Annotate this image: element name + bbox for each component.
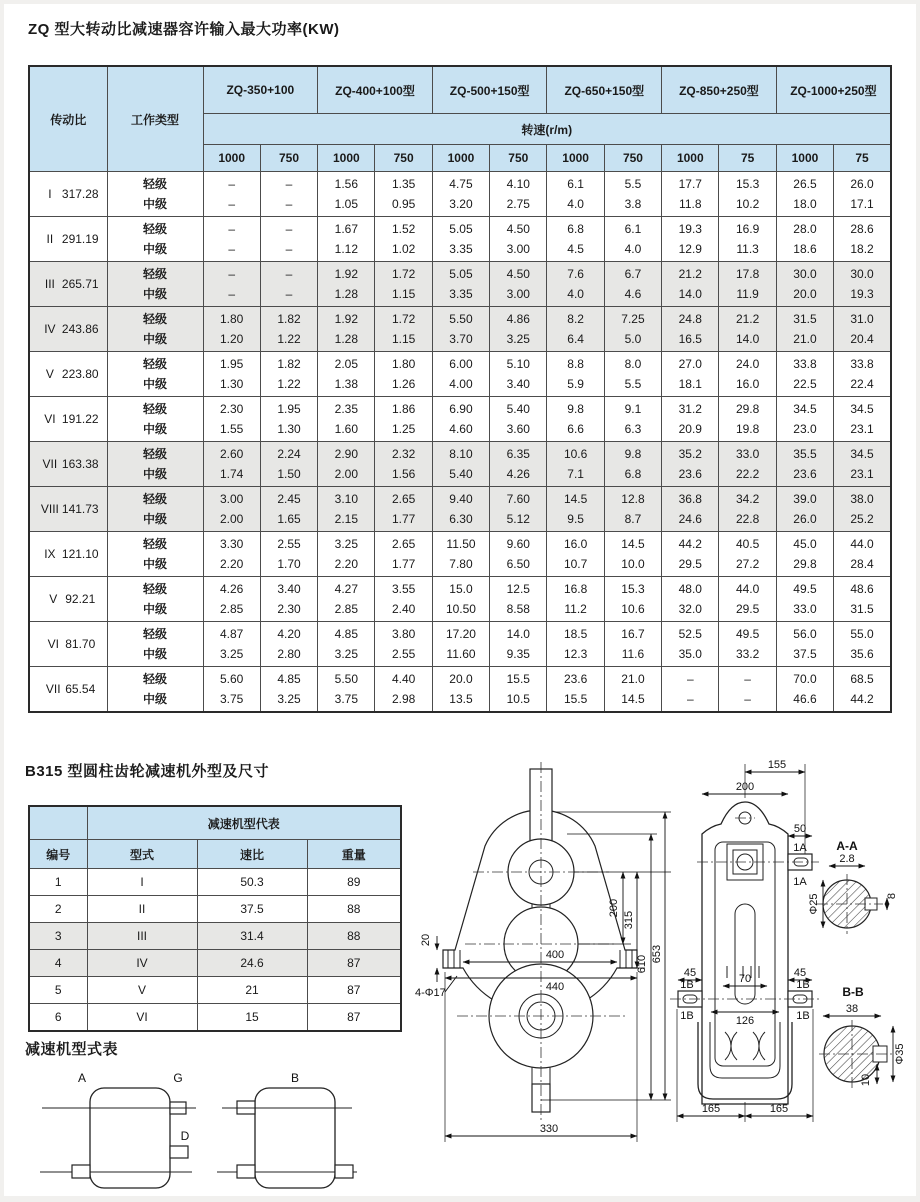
value-cell: 19.3 12.9 bbox=[662, 217, 719, 262]
value-cell: 34.5 23.0 bbox=[776, 397, 833, 442]
grade-cell: 轻级 中级 bbox=[107, 667, 203, 713]
value-cell: 2.30 1.55 bbox=[203, 397, 260, 442]
model-table-head bbox=[29, 806, 401, 869]
dim-70: 70 bbox=[738, 973, 752, 985]
grade-cell: 轻级 中级 bbox=[107, 307, 203, 352]
empty-header-cell bbox=[29, 806, 87, 840]
value-cell: 5.50 3.75 bbox=[318, 667, 375, 713]
value-cell: 28.0 18.6 bbox=[776, 217, 833, 262]
value-cell: 35.2 23.6 bbox=[662, 442, 719, 487]
value-cell: 38.0 25.2 bbox=[834, 487, 891, 532]
model-row bbox=[29, 1004, 401, 1032]
value-cell: – – bbox=[662, 667, 719, 713]
col-header-ratio: 速比 bbox=[197, 840, 307, 869]
value-cell: 1.72 1.15 bbox=[375, 307, 432, 352]
value-cell: – – bbox=[719, 667, 776, 713]
model-cell: III bbox=[87, 923, 197, 950]
value-cell: 4.75 3.20 bbox=[432, 172, 489, 217]
section-bb-title: B-B bbox=[842, 985, 864, 999]
speed-header: 1000 bbox=[432, 145, 489, 172]
catalog-page bbox=[4, 4, 916, 1196]
value-cell: – – bbox=[203, 217, 260, 262]
value-cell: 6.8 4.5 bbox=[547, 217, 604, 262]
model-cell: 31.4 bbox=[197, 923, 307, 950]
value-cell: 40.5 27.2 bbox=[719, 532, 776, 577]
value-cell: 3.40 2.30 bbox=[260, 577, 317, 622]
speed-header: 750 bbox=[375, 145, 432, 172]
value-cell: 11.50 7.80 bbox=[432, 532, 489, 577]
value-cell: 10.6 7.1 bbox=[547, 442, 604, 487]
speed-header: 750 bbox=[604, 145, 661, 172]
model-spec-table bbox=[28, 805, 402, 1032]
value-cell: 12.8 8.7 bbox=[604, 487, 661, 532]
value-cell: 4.10 2.75 bbox=[490, 172, 547, 217]
grade-cell: 轻级 中级 bbox=[107, 397, 203, 442]
power-row bbox=[29, 352, 891, 397]
power-row bbox=[29, 442, 891, 487]
model-cell: 1 bbox=[29, 869, 87, 896]
value-cell: 3.55 2.40 bbox=[375, 577, 432, 622]
value-cell: 4.50 3.00 bbox=[490, 217, 547, 262]
model-row bbox=[29, 977, 401, 1004]
dim-10: 10 bbox=[860, 1073, 872, 1087]
model-cell: 87 bbox=[307, 950, 401, 977]
model-header: ZQ-650+150型 bbox=[547, 66, 662, 114]
value-cell: 15.5 10.5 bbox=[490, 667, 547, 713]
value-cell: 15.3 10.6 bbox=[604, 577, 661, 622]
ratio-cell: III 265.71 bbox=[29, 262, 107, 307]
value-cell: 3.00 2.00 bbox=[203, 487, 260, 532]
value-cell: 26.5 18.0 bbox=[776, 172, 833, 217]
value-cell: 9.60 6.50 bbox=[490, 532, 547, 577]
model-header-group-row bbox=[29, 806, 401, 840]
model-cell: II bbox=[87, 896, 197, 923]
value-cell: 3.25 2.20 bbox=[318, 532, 375, 577]
power-table-body bbox=[29, 172, 891, 713]
model-row bbox=[29, 869, 401, 896]
value-cell: 34.5 23.1 bbox=[834, 442, 891, 487]
type-label-b: B bbox=[290, 1071, 300, 1085]
label-1a-top: 1A bbox=[793, 842, 807, 854]
value-cell: 6.1 4.0 bbox=[604, 217, 661, 262]
value-cell: 7.6 4.0 bbox=[547, 262, 604, 307]
power-row bbox=[29, 262, 891, 307]
value-cell: 4.85 3.25 bbox=[318, 622, 375, 667]
model-cell: 87 bbox=[307, 977, 401, 1004]
ratio-cell: V 92.21 bbox=[29, 577, 107, 622]
value-cell: 68.5 44.2 bbox=[834, 667, 891, 713]
worktype-column-header: 工作类型 bbox=[107, 66, 203, 172]
label-1b-right-top: 1B bbox=[796, 979, 810, 991]
col-header-type: 型式 bbox=[87, 840, 197, 869]
type-diagram-right bbox=[217, 1071, 357, 1188]
value-cell: 24.8 16.5 bbox=[662, 307, 719, 352]
dim-45-right: 45 bbox=[793, 967, 807, 979]
section-aa-title: A-A bbox=[836, 839, 858, 853]
value-cell: 33.8 22.5 bbox=[776, 352, 833, 397]
value-cell: 5.40 3.60 bbox=[490, 397, 547, 442]
value-cell: 4.85 3.25 bbox=[260, 667, 317, 713]
dim-126: 126 bbox=[735, 1015, 755, 1027]
value-cell: 6.1 4.0 bbox=[547, 172, 604, 217]
value-cell: 4.20 2.80 bbox=[260, 622, 317, 667]
model-cell: 6 bbox=[29, 1004, 87, 1032]
section-aa bbox=[808, 839, 898, 934]
value-cell: 4.40 2.98 bbox=[375, 667, 432, 713]
model-cell: 88 bbox=[307, 896, 401, 923]
value-cell: 1.92 1.28 bbox=[318, 262, 375, 307]
value-cell: 26.0 17.1 bbox=[834, 172, 891, 217]
value-cell: 23.6 15.5 bbox=[547, 667, 604, 713]
power-row bbox=[29, 217, 891, 262]
model-header: ZQ-350+100 bbox=[203, 66, 318, 114]
value-cell: – – bbox=[203, 172, 260, 217]
model-row bbox=[29, 950, 401, 977]
speed-header: 1000 bbox=[203, 145, 260, 172]
value-cell: 1.35 0.95 bbox=[375, 172, 432, 217]
value-cell: 2.05 1.38 bbox=[318, 352, 375, 397]
value-cell: 5.5 3.8 bbox=[604, 172, 661, 217]
power-row bbox=[29, 622, 891, 667]
value-cell: 15.3 10.2 bbox=[719, 172, 776, 217]
dim-4phi17: 4-Φ17 bbox=[415, 987, 446, 999]
value-cell: 1.56 1.05 bbox=[318, 172, 375, 217]
ratio-cell: VI 191.22 bbox=[29, 397, 107, 442]
dim-38: 38 bbox=[845, 1003, 859, 1015]
value-cell: 31.0 20.4 bbox=[834, 307, 891, 352]
value-cell: 7.60 5.12 bbox=[490, 487, 547, 532]
value-cell: 3.80 2.55 bbox=[375, 622, 432, 667]
dim-400: 400 bbox=[545, 949, 565, 961]
value-cell: 52.5 35.0 bbox=[662, 622, 719, 667]
grade-cell: 轻级 中级 bbox=[107, 172, 203, 217]
model-cell: 21 bbox=[197, 977, 307, 1004]
model-cell: IV bbox=[87, 950, 197, 977]
value-cell: 27.0 18.1 bbox=[662, 352, 719, 397]
value-cell: 2.65 1.77 bbox=[375, 487, 432, 532]
value-cell: 1.52 1.02 bbox=[375, 217, 432, 262]
ratio-column-header: 传动比 bbox=[29, 66, 107, 172]
value-cell: 33.0 22.2 bbox=[719, 442, 776, 487]
value-cell: 5.05 3.35 bbox=[432, 262, 489, 307]
dim-8: 8 bbox=[886, 892, 898, 900]
dim-440: 440 bbox=[545, 981, 565, 993]
ratio-cell: VI 81.70 bbox=[29, 622, 107, 667]
value-cell: 2.45 1.65 bbox=[260, 487, 317, 532]
speed-header: 1000 bbox=[318, 145, 375, 172]
value-cell: 8.0 5.5 bbox=[604, 352, 661, 397]
speed-header: 1000 bbox=[776, 145, 833, 172]
grade-cell: 轻级 中级 bbox=[107, 487, 203, 532]
model-cell: I bbox=[87, 869, 197, 896]
value-cell: 31.5 21.0 bbox=[776, 307, 833, 352]
value-cell: 7.25 5.0 bbox=[604, 307, 661, 352]
value-cell: 9.1 6.3 bbox=[604, 397, 661, 442]
value-cell: 6.35 4.26 bbox=[490, 442, 547, 487]
speed-header: 750 bbox=[260, 145, 317, 172]
value-cell: 55.0 35.6 bbox=[834, 622, 891, 667]
power-row bbox=[29, 667, 891, 713]
model-cell: VI bbox=[87, 1004, 197, 1032]
col-header-weight: 重量 bbox=[307, 840, 401, 869]
speed-header: 1000 bbox=[547, 145, 604, 172]
model-cell: 24.6 bbox=[197, 950, 307, 977]
value-cell: 4.26 2.85 bbox=[203, 577, 260, 622]
reducer-type-diagrams bbox=[30, 1060, 370, 1200]
value-cell: 34.5 23.1 bbox=[834, 397, 891, 442]
ratio-cell: VII 65.54 bbox=[29, 667, 107, 713]
value-cell: 1.92 1.28 bbox=[318, 307, 375, 352]
value-cell: 4.27 2.85 bbox=[318, 577, 375, 622]
value-cell: 16.7 11.6 bbox=[604, 622, 661, 667]
col-header-no: 编号 bbox=[29, 840, 87, 869]
value-cell: – – bbox=[260, 262, 317, 307]
model-header: ZQ-400+100型 bbox=[318, 66, 433, 114]
dim-phi25: Φ25 bbox=[808, 893, 820, 915]
value-cell: 2.55 1.70 bbox=[260, 532, 317, 577]
dim-200: 200 bbox=[608, 898, 620, 918]
power-row bbox=[29, 577, 891, 622]
label-1b-left-top: 1B bbox=[680, 979, 694, 991]
dim-610: 610 bbox=[636, 954, 648, 974]
speed-header: 1000 bbox=[662, 145, 719, 172]
value-cell: 3.10 2.15 bbox=[318, 487, 375, 532]
value-cell: 48.0 32.0 bbox=[662, 577, 719, 622]
value-cell: 12.5 8.58 bbox=[490, 577, 547, 622]
value-cell: 16.9 11.3 bbox=[719, 217, 776, 262]
value-cell: 9.40 6.30 bbox=[432, 487, 489, 532]
ratio-cell: I 317.28 bbox=[29, 172, 107, 217]
dim-165-left: 165 bbox=[701, 1103, 721, 1115]
value-cell: 24.0 16.0 bbox=[719, 352, 776, 397]
value-cell: 70.0 46.6 bbox=[776, 667, 833, 713]
value-cell: 1.72 1.15 bbox=[375, 262, 432, 307]
grade-cell: 轻级 中级 bbox=[107, 262, 203, 307]
value-cell: 8.2 6.4 bbox=[547, 307, 604, 352]
model-cell: 15 bbox=[197, 1004, 307, 1032]
value-cell: 17.7 11.8 bbox=[662, 172, 719, 217]
value-cell: 5.05 3.35 bbox=[432, 217, 489, 262]
grade-cell: 轻级 中级 bbox=[107, 352, 203, 397]
type-label-g: G bbox=[173, 1071, 183, 1085]
value-cell: 9.8 6.8 bbox=[604, 442, 661, 487]
model-cell: 4 bbox=[29, 950, 87, 977]
value-cell: 44.0 28.4 bbox=[834, 532, 891, 577]
model-cell: V bbox=[87, 977, 197, 1004]
front-view bbox=[415, 762, 671, 1142]
value-cell: 1.80 1.20 bbox=[203, 307, 260, 352]
model-cell: 89 bbox=[307, 869, 401, 896]
value-cell: 14.5 10.0 bbox=[604, 532, 661, 577]
model-cell: 87 bbox=[307, 1004, 401, 1032]
value-cell: 45.0 29.8 bbox=[776, 532, 833, 577]
label-1b-right-bottom: 1B bbox=[796, 1010, 810, 1022]
ratio-cell: IX 121.10 bbox=[29, 532, 107, 577]
value-cell: 36.8 24.6 bbox=[662, 487, 719, 532]
ratio-cell: VIII 141.73 bbox=[29, 487, 107, 532]
model-header: ZQ-850+250型 bbox=[662, 66, 777, 114]
label-1b-left-bottom: 1B bbox=[680, 1010, 694, 1022]
grade-cell: 轻级 中级 bbox=[107, 577, 203, 622]
model-row bbox=[29, 923, 401, 950]
value-cell: 14.0 9.35 bbox=[490, 622, 547, 667]
power-rating-table bbox=[28, 65, 892, 713]
value-cell: 2.32 1.56 bbox=[375, 442, 432, 487]
page-title: ZQ 型大转动比减速器容许输入最大功率(KW) bbox=[28, 21, 340, 38]
grade-cell: 轻级 中级 bbox=[107, 217, 203, 262]
value-cell: 31.2 20.9 bbox=[662, 397, 719, 442]
value-cell: 4.87 3.25 bbox=[203, 622, 260, 667]
value-cell: 6.90 4.60 bbox=[432, 397, 489, 442]
value-cell: 2.24 1.50 bbox=[260, 442, 317, 487]
value-cell: 1.67 1.12 bbox=[318, 217, 375, 262]
ratio-cell: V 223.80 bbox=[29, 352, 107, 397]
value-cell: 4.50 3.00 bbox=[490, 262, 547, 307]
dim-20: 20 bbox=[420, 933, 432, 947]
type-label-a: A bbox=[77, 1071, 87, 1085]
model-cell: 2 bbox=[29, 896, 87, 923]
dim-165-right: 165 bbox=[769, 1103, 789, 1115]
model-row bbox=[29, 896, 401, 923]
value-cell: 1.82 1.22 bbox=[260, 352, 317, 397]
power-table-head bbox=[29, 66, 891, 172]
model-cell: 37.5 bbox=[197, 896, 307, 923]
dim-45-left: 45 bbox=[683, 967, 697, 979]
dim-653: 653 bbox=[651, 944, 663, 964]
value-cell: 49.5 33.0 bbox=[776, 577, 833, 622]
model-table-body bbox=[29, 869, 401, 1032]
model-header: ZQ-1000+250型 bbox=[776, 66, 891, 114]
model-header-row bbox=[29, 840, 401, 869]
value-cell: 8.8 5.9 bbox=[547, 352, 604, 397]
value-cell: 18.5 12.3 bbox=[547, 622, 604, 667]
value-cell: – – bbox=[203, 262, 260, 307]
value-cell: 6.7 4.6 bbox=[604, 262, 661, 307]
value-cell: 17.8 11.9 bbox=[719, 262, 776, 307]
value-cell: 21.0 14.5 bbox=[604, 667, 661, 713]
value-cell: 35.5 23.6 bbox=[776, 442, 833, 487]
grade-cell: 轻级 中级 bbox=[107, 532, 203, 577]
value-cell: 34.2 22.8 bbox=[719, 487, 776, 532]
value-cell: 48.6 31.5 bbox=[834, 577, 891, 622]
value-cell: 21.2 14.0 bbox=[719, 307, 776, 352]
type-label-d: D bbox=[180, 1129, 190, 1143]
dim-155: 155 bbox=[767, 759, 787, 771]
model-cell: 3 bbox=[29, 923, 87, 950]
value-cell: 5.60 3.75 bbox=[203, 667, 260, 713]
value-cell: 1.82 1.22 bbox=[260, 307, 317, 352]
header-row-models bbox=[29, 66, 891, 114]
dim-50: 50 bbox=[793, 823, 807, 835]
value-cell: 6.00 4.00 bbox=[432, 352, 489, 397]
value-cell: 2.65 1.77 bbox=[375, 532, 432, 577]
dim-side-200: 200 bbox=[735, 781, 755, 793]
value-cell: 33.8 22.4 bbox=[834, 352, 891, 397]
value-cell: 3.30 2.20 bbox=[203, 532, 260, 577]
reducer-dimension-drawing bbox=[415, 754, 920, 1202]
value-cell: – – bbox=[260, 172, 317, 217]
value-cell: 4.86 3.25 bbox=[490, 307, 547, 352]
value-cell: 14.5 9.5 bbox=[547, 487, 604, 532]
value-cell: 5.10 3.40 bbox=[490, 352, 547, 397]
value-cell: 2.60 1.74 bbox=[203, 442, 260, 487]
value-cell: 30.0 19.3 bbox=[834, 262, 891, 307]
value-cell: 44.2 29.5 bbox=[662, 532, 719, 577]
value-cell: 1.86 1.25 bbox=[375, 397, 432, 442]
ratio-cell: II 291.19 bbox=[29, 217, 107, 262]
type-diagram-left bbox=[40, 1071, 196, 1188]
value-cell: 44.0 29.5 bbox=[719, 577, 776, 622]
value-cell: 29.8 19.8 bbox=[719, 397, 776, 442]
model-cell: 88 bbox=[307, 923, 401, 950]
model-header: ZQ-500+150型 bbox=[432, 66, 547, 114]
model-cell: 5 bbox=[29, 977, 87, 1004]
speed-group-header: 转速(r/m) bbox=[203, 114, 891, 145]
value-cell: 16.8 11.2 bbox=[547, 577, 604, 622]
dim-2-8: 2.8 bbox=[839, 853, 855, 865]
value-cell: 9.8 6.6 bbox=[547, 397, 604, 442]
value-cell: 56.0 37.5 bbox=[776, 622, 833, 667]
value-cell: 1.95 1.30 bbox=[260, 397, 317, 442]
power-row bbox=[29, 397, 891, 442]
section3-title: 减速机型式表 bbox=[25, 1041, 119, 1058]
speed-header: 75 bbox=[719, 145, 776, 172]
power-row bbox=[29, 172, 891, 217]
ratio-cell: IV 243.86 bbox=[29, 307, 107, 352]
power-row bbox=[29, 307, 891, 352]
dim-315: 315 bbox=[623, 910, 635, 930]
power-row bbox=[29, 532, 891, 577]
value-cell: 15.0 10.50 bbox=[432, 577, 489, 622]
power-row bbox=[29, 487, 891, 532]
grade-cell: 轻级 中级 bbox=[107, 622, 203, 667]
label-1a-bottom: 1A bbox=[793, 876, 807, 888]
section-bb bbox=[819, 985, 906, 1090]
value-cell: 1.80 1.26 bbox=[375, 352, 432, 397]
model-group-header: 减速机型代表 bbox=[87, 806, 401, 840]
value-cell: 16.0 10.7 bbox=[547, 532, 604, 577]
value-cell: 5.50 3.70 bbox=[432, 307, 489, 352]
value-cell: 2.90 2.00 bbox=[318, 442, 375, 487]
value-cell: 49.5 33.2 bbox=[719, 622, 776, 667]
value-cell: 8.10 5.40 bbox=[432, 442, 489, 487]
dim-phi35: Φ35 bbox=[894, 1043, 906, 1065]
section2-title: B315 型圆柱齿轮减速机外型及尺寸 bbox=[25, 763, 270, 780]
value-cell: 21.2 14.0 bbox=[662, 262, 719, 307]
dim-330: 330 bbox=[539, 1123, 559, 1135]
value-cell: – – bbox=[260, 217, 317, 262]
value-cell: 39.0 26.0 bbox=[776, 487, 833, 532]
grade-cell: 轻级 中级 bbox=[107, 442, 203, 487]
model-cell: 50.3 bbox=[197, 869, 307, 896]
value-cell: 17.20 11.60 bbox=[432, 622, 489, 667]
speed-header: 75 bbox=[834, 145, 891, 172]
side-view bbox=[670, 759, 820, 1122]
value-cell: 1.95 1.30 bbox=[203, 352, 260, 397]
value-cell: 30.0 20.0 bbox=[776, 262, 833, 307]
value-cell: 2.35 1.60 bbox=[318, 397, 375, 442]
ratio-cell: VII 163.38 bbox=[29, 442, 107, 487]
value-cell: 28.6 18.2 bbox=[834, 217, 891, 262]
value-cell: 20.0 13.5 bbox=[432, 667, 489, 713]
speed-header: 750 bbox=[490, 145, 547, 172]
